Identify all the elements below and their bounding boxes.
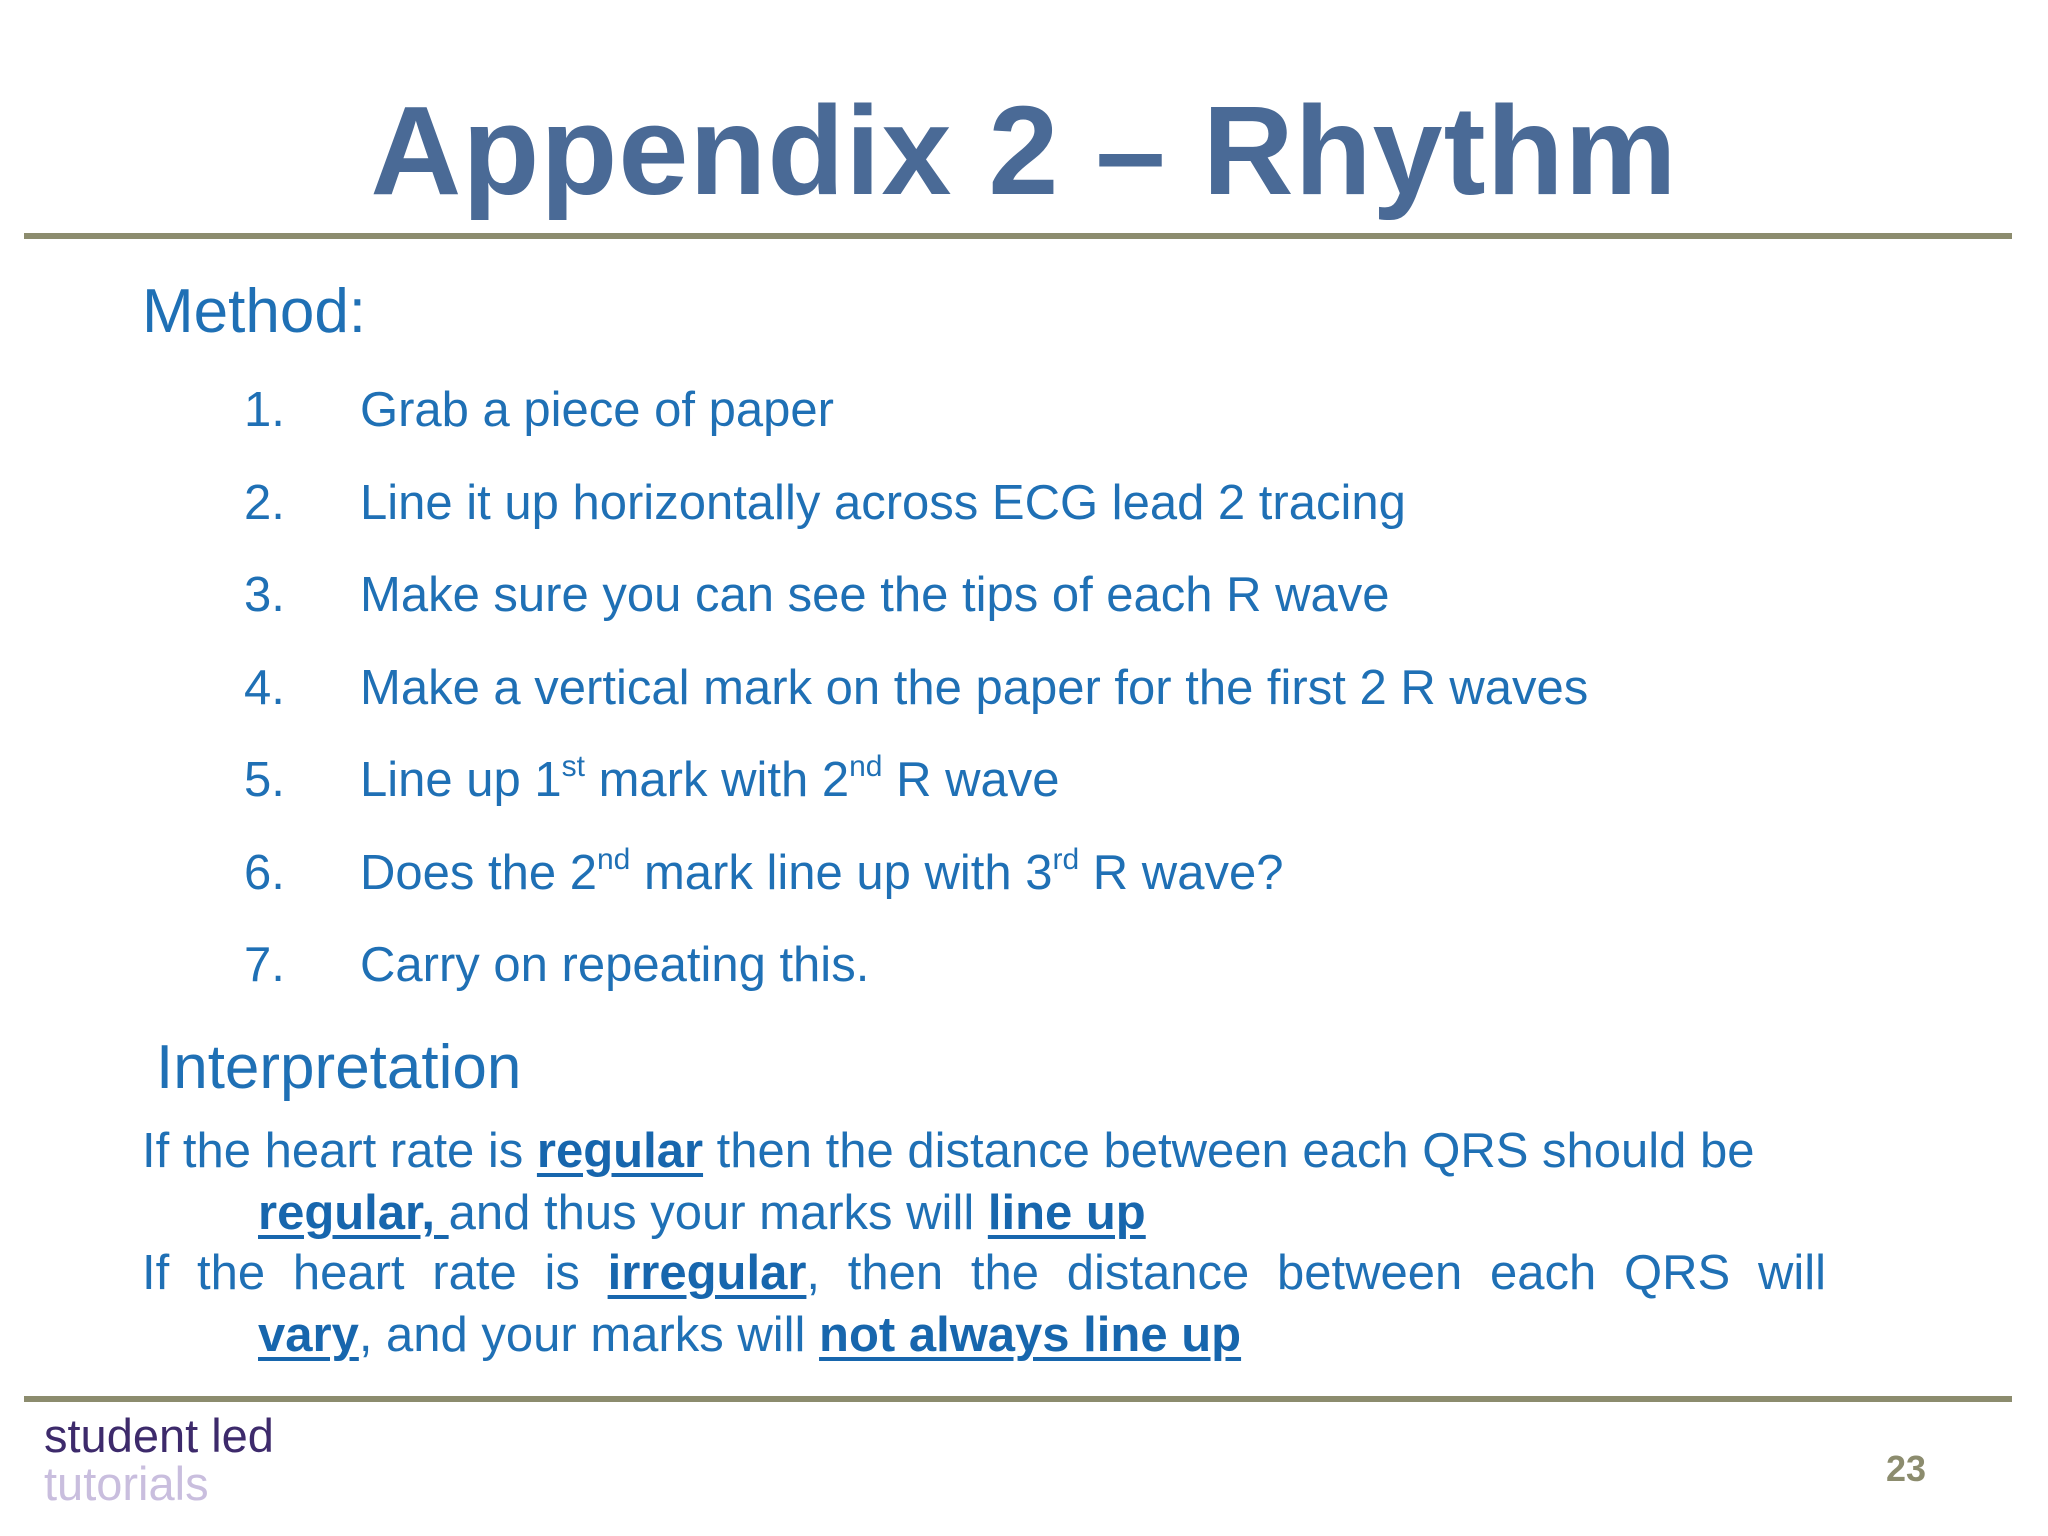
step-number: 4. [244, 660, 285, 715]
text-run: If the heart rate is [142, 1246, 608, 1300]
step-item [0, 843, 2048, 936]
text-run: , then the distance between each QRS will [806, 1246, 1827, 1300]
step-text-part: Line up 1 [360, 753, 562, 807]
text-run: and thus your marks will [448, 1186, 988, 1240]
emphasis-regular-comma: regular, [258, 1186, 449, 1240]
step-text: Make a vertical mark on the paper for the first 2 R waves [360, 660, 1589, 715]
step-text: Grab a piece of paper [360, 383, 834, 437]
paragraph-line [142, 1120, 1826, 1182]
paragraph-line [142, 1242, 1826, 1304]
step-text [360, 843, 1283, 903]
paragraph-line [142, 1182, 1826, 1244]
paragraph-line [142, 1304, 1826, 1366]
top-divider [24, 233, 2012, 239]
method-heading: Method: [142, 277, 367, 346]
text-run: then the distance between each QRS should be [703, 1124, 1755, 1178]
step-text-part: R wave [882, 753, 1060, 807]
step-text: Line it up horizontally across ECG lead 2 tracing [360, 475, 1406, 530]
step-number: 6. [244, 845, 285, 900]
page-number: 23 [1885, 1448, 1926, 1489]
step-item [0, 658, 2048, 751]
interpretation-irregular [142, 1242, 1826, 1366]
step-item [0, 380, 2048, 473]
method-steps-list [0, 380, 2048, 1028]
slide-title: Appendix 2 – Rhythm [370, 80, 1678, 221]
ordinal-suffix: nd [597, 842, 631, 876]
bottom-divider [24, 1396, 2012, 1402]
step-text-part: Does the 2 [360, 845, 597, 900]
step-text-part: mark with 2 [584, 753, 850, 807]
logo-line-1: student led [44, 1409, 274, 1462]
step-text [360, 750, 1059, 810]
step-number: 7. [244, 938, 285, 992]
emphasis-not-always-line-up: not always line up [819, 1308, 1242, 1362]
step-item [0, 473, 2048, 566]
interpretation-heading: Interpretation [156, 1033, 522, 1102]
step-item [0, 750, 2048, 843]
step-item [0, 935, 2048, 1028]
student-led-tutorials-logo [44, 1409, 274, 1510]
step-number: 5. [244, 753, 285, 807]
step-number: 1. [244, 383, 285, 437]
text-run: , and your marks will [358, 1308, 820, 1362]
emphasis-line-up: line up [987, 1186, 1146, 1240]
text-run: If the heart rate is [142, 1124, 537, 1178]
interpretation-regular [142, 1120, 1826, 1244]
step-text: Carry on repeating this. [360, 938, 870, 992]
emphasis-regular: regular [536, 1124, 704, 1178]
ordinal-suffix: nd [849, 750, 883, 783]
step-text-part: R wave? [1079, 845, 1284, 900]
step-number: 2. [244, 475, 285, 530]
step-item [0, 565, 2048, 658]
emphasis-irregular: irregular [607, 1246, 807, 1300]
logo-line-2: tutorials [44, 1457, 209, 1510]
emphasis-vary: vary [258, 1308, 359, 1362]
step-text: Make sure you can see the tips of each R wave [360, 568, 1390, 622]
ordinal-suffix: st [561, 750, 585, 783]
ordinal-suffix: rd [1052, 842, 1080, 876]
step-text-part: mark line up with 3 [630, 845, 1053, 900]
step-number: 3. [244, 568, 285, 622]
